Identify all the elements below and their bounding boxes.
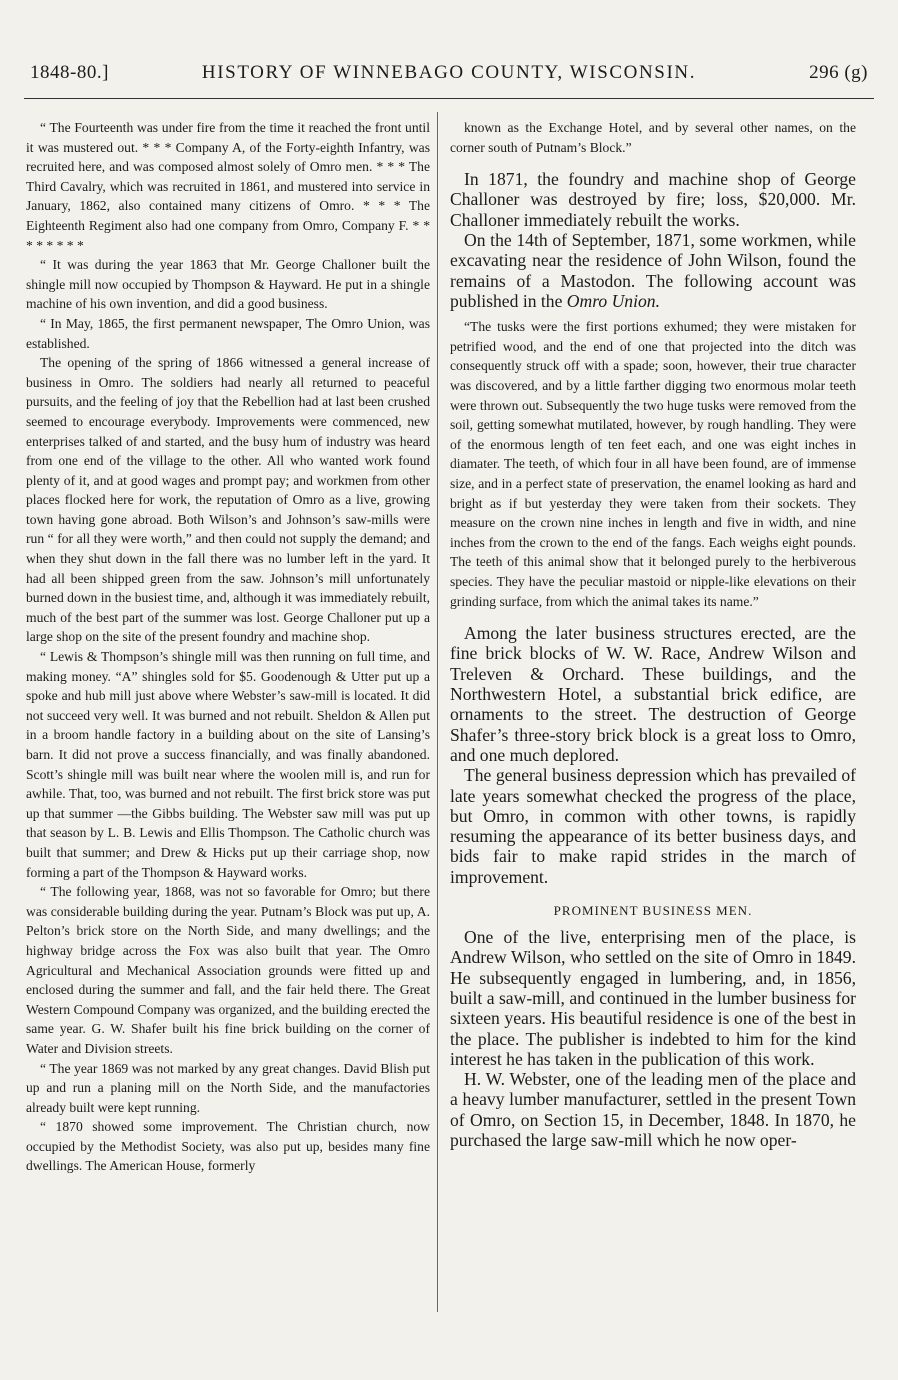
newspaper-title: Omro Union.	[566, 290, 660, 311]
paragraph-business-depression: The general business depression which has prevailed of late years somewhat checked the progress of the place, but Omro, in common with other towns, is rapidly resuming the appearance of its better business days, and bids fair to make rapid strides in the march of improvement.	[450, 765, 856, 887]
paragraph-foundry-fire: In 1871, the foundry and machine shop of George Challoner was destroyed by fire; loss, $20,000. Mr. Challoner immediately rebuilt the works.	[450, 169, 856, 230]
paragraph-1870: “ 1870 showed some improvement. The Christian church, now occupied by the Methodist Society, was also put up, besides many fine dwellings. The American House, formerly	[26, 1119, 430, 1174]
running-title: HISTORY OF WINNEBAGO COUNTY, WISCONSIN.	[201, 62, 697, 83]
paragraph-shingle-mill: “ It was during the year 1863 that Mr. George Challoner built the shingle mill now occupied by Thompson & Hayward. He put in a shingle machine of his own invention, and did a good business.	[26, 257, 430, 312]
paragraph-1868: “ The following year, 1868, was not so favorable for Omro; but there was considerable building during the year. Putnam’s Block was put up, A. Pelton’s brick store on the North Side, and many dwellings; and the highway bridge across the Fox was also built that year. The Omro Agricultural and Mechanical Association grounds were fitted up and enclosed during the summer and fall, and the fair held there. The Great Western Compound Company was organized, and the building erected the same year. G. W. Shafer built his fine brick building on the corner of Water and Division streets.	[26, 884, 430, 1056]
left-column	[26, 118, 430, 1176]
page-number: 296 (g)	[809, 62, 868, 83]
paragraph-andrew-wilson: One of the live, enterprising men of the place, is Andrew Wilson, who settled on the site of Omro in 1849. He subsequently engaged in lumbering, and, in 1856, built a saw-mill, and continued in the lumber business for sixteen years. His beautiful residence is one of the best in the place. The publisher is indebted to him for the kind interest he has taken in the publication of this work.	[450, 927, 856, 1069]
paragraph-lewis-thompson: “ Lewis & Thompson’s shingle mill was then running on full time, and making money. “A” shingles sold for $5. Goodenough & Utter put up a spoke and hub mill just above where Webster’s saw-mill is located. It did not succeed very well. It was burned and not rebuilt. Sheldon & Allen put in a broom handle factory in a building about on the site of Lansing’s barn. It did not prove a success financially, and was finally abandoned. Scott’s shingle mill was built near where the woolen mill is, and run for awhile. That, too, was burned and not rebuilt. The first brick store was put up that summer —the Gibbs building. The Webster saw mill was put up that season by L. B. Lewis and Ellis Thompson. The Catholic church was built that summer; and Drew & Hicks put up their carriage shop, now forming a part of the Thompson & Hayward works.	[26, 649, 430, 880]
paragraph-regiments: “ The Fourteenth was under fire from the time it reached the front until it was mustered out. * * * Company A, of the Forty-eighth Infantry, was recruited here, and was composed almost solely of Omro men. * * * The Third Cavalry, which was recruited in 1861, and mustered into service in January, 1862, also contained many citizens of Omro. * * * The Eighteenth Regiment also had one company from Omro, Company F. * * * * * * * *	[26, 120, 430, 253]
paragraph-spring-1866: The opening of the spring of 1866 witnessed a general increase of business in Omro. The soldiers had nearly all returned to peaceful pursuits, and the feeling of joy that the Rebellion had at last been crushed seemed to encourage everybody. Improvements were commenced, new enterprises talked of and started, and the busy hum of industry was heard from one end of the village to the other. All who wanted work found plenty of it, and at good wages and prompt pay; and workmen from other places flocked here for work, the reputation of Omro as a live, growing town having gone abroad. Both Wilson’s and Johnson’s saw-mills were run “ for all they were worth,” and then could not supply the demand; and when they shut down in the fall there was no lumber left in the yard. It had all been shipped green from the saw. Johnson’s mill unfortunately burned down in the busiest time, and, although it was immediately rebuilt, much of the best part of the summer was lost. George Challoner put up a large shop on the site of the present foundry and machine shop.	[26, 355, 430, 645]
quote-mastodon: “The tusks were the first portions exhumed; they were mistaken for petrified wood, and the end of one that projected into the ditch was consequently struck off with a spade; soon, however, their true character was discovered, and by a little farther digging two enormous molar teeth were thrown out. Subsequently the two huge tusks were removed from the soil, getting somewhat mutilated, however, by rough handling. They were of the enormous length of ten feet each, and one was eight inches in diamater. The teeth, of which four in all have been found, are of immense size, and in a perfect state of preservation, the enamel looking as hard and bright as if but yesterday they were taken from their sockets. They measure on the crown nine inches in length and five in width, and nine inches from the crown to the end of the fangs. Each weighs eight pounds. The teeth of this animal show that it belonged purely to the herbiverous species. They have the peculiar mastoid or nipple-like elevations on their grinding surface, from which the animal takes its name.”	[450, 319, 856, 609]
header-date-range: 1848-80.]	[30, 62, 109, 83]
right-column	[450, 118, 856, 1150]
mastodon-intro-text: On the 14th of September, 1871, some workmen, while excavating near the residence of John Wilson, found the remains of a Mastodon. The following account was published in the	[450, 230, 856, 311]
page-header	[30, 58, 868, 88]
paragraph-mastodon-intro	[450, 230, 856, 311]
column-divider	[437, 112, 438, 1312]
paragraph-1869: “ The year 1869 was not marked by any great changes. David Blish put up and run a planing mill on the North Side, and the manufactories already built were kept running.	[26, 1060, 430, 1115]
paragraph-exchange-hotel: known as the Exchange Hotel, and by several other names, on the corner south of Putnam’s Block.”	[450, 120, 856, 155]
paragraph-hw-webster: H. W. Webster, one of the leading men of the place and a heavy lumber manufacturer, settled in the present Town of Omro, on Section 15, in December, 1848. In 1870, he purchased the large saw-mill which he now oper-	[450, 1069, 856, 1150]
section-heading: PROMINENT BUSINESS MEN.	[553, 903, 753, 919]
paragraph-newspaper: “ In May, 1865, the first permanent newspaper, The Omro Union, was established.	[26, 315, 430, 351]
paragraph-business-structures: Among the later business structures erected, are the fine brick blocks of W. W. Race, Andrew Wilson and Treleven & Orchard. These buildings, and the Northwestern Hotel, a substantial brick edifice, are ornaments to the street. The destruction of George Shafer’s three-story brick block is a great loss to Omro, and one much deplored.	[450, 623, 856, 765]
header-rule	[24, 98, 874, 99]
